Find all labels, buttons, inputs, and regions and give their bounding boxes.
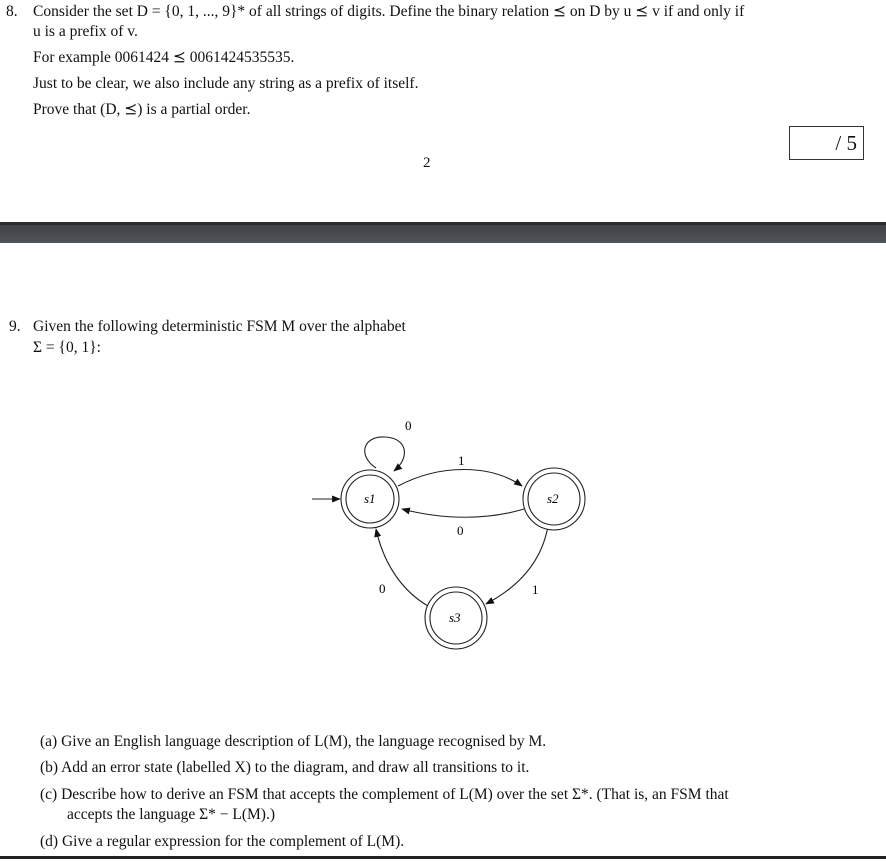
- part-b-text: Add an error state (labelled X) to the diagram, and draw all transitions to it.: [61, 759, 530, 776]
- q8-example: For example 0061424 ⪯ 0061424535535.: [33, 49, 295, 66]
- part-a: [40, 732, 546, 752]
- score-label: / 5: [835, 131, 857, 155]
- bottom-rule: [0, 856, 886, 859]
- edge-label-s1-s1: 0: [405, 418, 412, 433]
- page-number: 2: [423, 155, 431, 171]
- part-d-label: (d): [40, 833, 59, 850]
- state-label-s1: s1: [364, 491, 376, 506]
- q9-number: 9.: [9, 318, 21, 335]
- edge-s1-s2: [398, 470, 522, 487]
- q8-number: 8.: [6, 3, 18, 20]
- edge-label-s2-s3: 1: [532, 582, 539, 597]
- part-c-continuation: accepts the language Σ* − L(M).): [67, 806, 275, 823]
- edge-label-s3-s1: 0: [379, 581, 386, 596]
- part-c: [40, 785, 729, 805]
- part-b-label: (b): [40, 759, 59, 776]
- q9-text-line2: Σ = {0, 1}:: [33, 339, 101, 356]
- part-b: [40, 758, 529, 778]
- part-a-text: Give an English language description of L(M), the language recognised by M.: [61, 733, 547, 750]
- edge-label-s1-s2: 1: [458, 453, 465, 468]
- edge-s2-s3: [486, 526, 548, 604]
- edge-label-s2-s1: 0: [457, 523, 464, 538]
- edge-s1-s1: [365, 437, 405, 471]
- part-c-label: (c): [40, 786, 58, 803]
- q8-clarification: Just to be clear, we also include any string as a prefix of itself.: [33, 75, 419, 92]
- q8-text-line1: Consider the set D = {0, 1, ..., 9}* of all strings of digits. Define the binary relation ⪯ on D by u ⪯ v if and only if: [33, 3, 745, 20]
- state-label-s3: s3: [449, 610, 461, 625]
- q8-prove: Prove that (D, ⪯) is a partial order.: [33, 101, 251, 118]
- q9-text-line1: Given the following deterministic FSM M over the alphabet: [33, 318, 406, 335]
- q8-text-line2: u is a prefix of v.: [33, 23, 138, 40]
- part-a-label: (a): [40, 733, 58, 750]
- state-label-s2: s2: [547, 491, 559, 506]
- part-d: [40, 832, 404, 852]
- part-d-text: Give a regular expression for the complement of L(M).: [61, 833, 405, 850]
- edge-s2-s1: [402, 509, 524, 517]
- part-c-text: Describe how to derive an FSM that accepts the complement of L(M) over the set Σ*. (That is, an FSM that: [61, 786, 729, 803]
